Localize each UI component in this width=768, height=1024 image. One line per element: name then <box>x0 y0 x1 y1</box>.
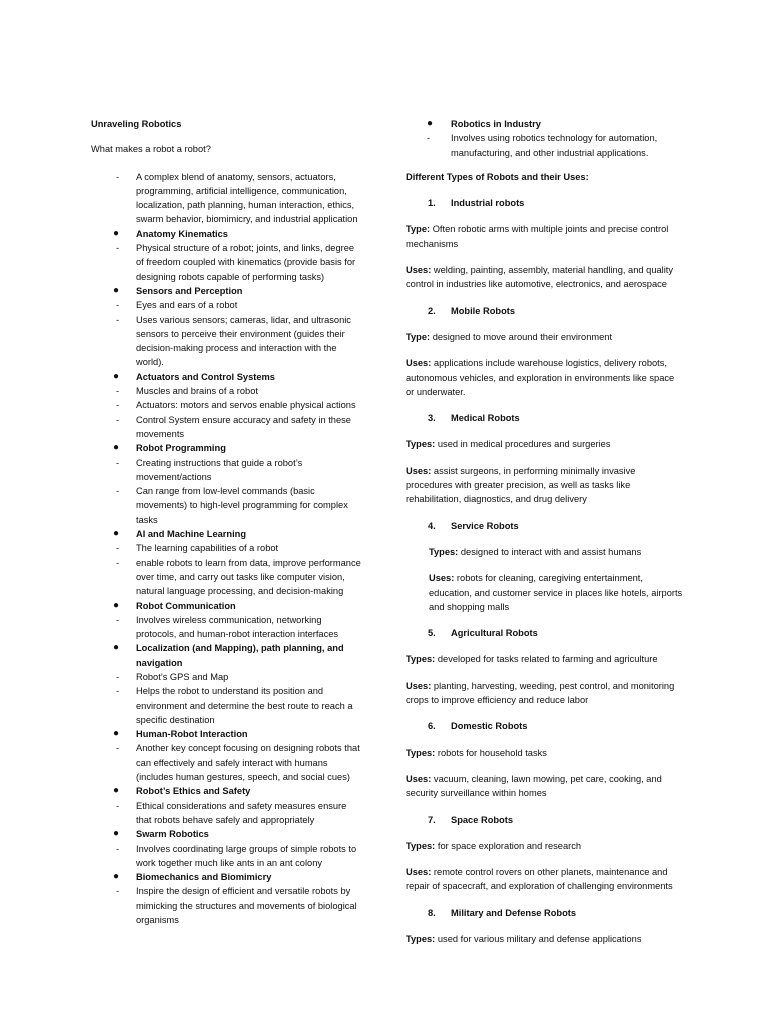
dash-bullet: - <box>116 486 120 497</box>
robot-type-description <box>406 437 684 451</box>
dash-bullet: - <box>116 400 120 411</box>
robot-type-heading <box>406 304 684 318</box>
topic-heading-text: Robot’s Ethics and Safety <box>136 786 251 797</box>
dash-bullet: - <box>116 543 120 554</box>
uses-label: Uses: <box>406 358 432 369</box>
topic-point-text: Involves wireless communication, networking protocols, and human-robot interaction interfaces <box>136 614 339 640</box>
topic-point <box>91 541 363 555</box>
topic-heading-text: Robot Communication <box>136 600 236 611</box>
type-label: Types: <box>406 747 436 758</box>
topic-point <box>91 398 363 412</box>
robot-type-description <box>406 222 684 251</box>
robot-type-number: 7. <box>428 814 436 825</box>
robot-type-heading <box>406 906 684 920</box>
topic-heading <box>91 527 363 541</box>
robot-type-heading <box>406 626 684 640</box>
industry-point: - Involves using robotics technology for automation, manufacturing, and other industrial applications. <box>427 133 658 158</box>
topic-heading <box>91 284 363 298</box>
type-text: used in medical procedures and surgeries <box>437 439 611 450</box>
topic-point-text: Eyes and ears of a robot <box>136 300 238 311</box>
robot-uses-description <box>406 772 684 801</box>
right-column <box>406 117 684 958</box>
uses-label: Uses: <box>406 465 432 476</box>
type-label: Types: <box>406 439 436 450</box>
dash-bullet: - <box>116 300 120 311</box>
bullet-dot: ● <box>427 118 434 129</box>
robot-type-heading <box>406 519 684 533</box>
topic-point-text: enable robots to learn from data, improve performance over time, and carry out tasks like computer vision, natural language processing, and decision-making <box>136 557 361 597</box>
robot-uses-description <box>406 865 684 894</box>
robot-uses-description <box>406 263 684 292</box>
topic-point <box>91 684 363 727</box>
type-text: used for various military and defense applications <box>437 933 642 944</box>
robot-type-name: Space Robots <box>451 814 513 825</box>
bullet-dot: ● <box>113 728 120 740</box>
topic-point <box>91 884 363 927</box>
robot-uses-description <box>406 356 684 399</box>
topic-heading-text: Actuators and Control Systems <box>136 371 275 382</box>
topic-point-text: Robot’s GPS and Map <box>136 671 229 682</box>
topic-point-text: Physical structure of a robot; joints, and links, degree of freedom coupled with kinematics (provide basis for designing robots capable of performing tasks) <box>136 243 356 282</box>
topic-point-text: Helps the robot to understand its position and environment and determine the best route to reach a specific destination <box>136 686 353 725</box>
bullet-dot: ● <box>113 785 120 797</box>
topic-point-text: Another key concept focusing on designing robots that can effectively and safely interact with humans (includes human gestures, speech, and social cues) <box>136 743 360 783</box>
dash-bullet: - <box>116 243 120 254</box>
bullet-dot: ● <box>113 642 120 654</box>
robot-uses-description <box>406 464 684 507</box>
dash-bullet: - <box>116 457 120 468</box>
robot-type-description <box>406 746 684 760</box>
robot-type-heading <box>406 411 684 425</box>
robot-type-number: 5. <box>428 628 436 639</box>
topic-heading <box>91 784 363 798</box>
topic-point <box>91 842 363 871</box>
bullet-dot: ● <box>113 528 120 540</box>
uses-text: welding, painting, assembly, material handling, and quality control in industries like automotive, electronics, and aerospace <box>406 265 674 290</box>
robot-type-description <box>406 839 684 853</box>
topic-heading <box>91 641 363 670</box>
bullet-dot: ● <box>113 599 120 611</box>
dash-bullet: - <box>116 743 120 754</box>
topic-point <box>91 456 363 485</box>
dash-bullet: - <box>427 133 431 144</box>
topic-heading-text: AI and Machine Learning <box>136 529 247 540</box>
topic-point-text: Uses various sensors; cameras, lidar, and ultrasonic sensors to perceive their environment (guides their decision-making process and interaction with the world). <box>136 314 351 368</box>
uses-label: Uses: <box>406 265 432 276</box>
topic-point <box>91 241 363 284</box>
dash-bullet: - <box>116 843 120 854</box>
type-text: designed to interact with and assist humans <box>460 546 642 557</box>
dash-bullet: - <box>116 886 120 897</box>
robot-type-name: Industrial robots <box>451 198 525 209</box>
robot-type-heading <box>406 813 684 827</box>
bullet-dot: ● <box>113 227 120 239</box>
robot-type-name: Domestic Robots <box>451 721 528 732</box>
dash-bullet: - <box>116 614 120 625</box>
intro-text: A complex blend of anatomy, sensors, actuators, programming, artificial intelligence, communication, localization, path planning, human interaction, ethics, swarm behavior, biomimicry, and industrial application <box>136 171 358 225</box>
robot-type-number: 6. <box>428 721 436 732</box>
uses-label: Uses: <box>406 680 432 691</box>
uses-label: Uses: <box>429 573 455 584</box>
robot-uses-description <box>406 679 684 708</box>
uses-text: planting, harvesting, weeding, pest control, and monitoring crops to improve efficiency and reduce labor <box>406 680 675 706</box>
dash-bullet: - <box>116 314 120 325</box>
uses-text: remote control rovers on other planets, maintenance and repair of spacecraft, and exploration of challenging environments <box>406 867 673 892</box>
topic-point-text: Involves coordinating large groups of simple robots to work together much like ants in an ant colony <box>136 843 357 868</box>
topic-list <box>91 227 363 928</box>
topic-point-text: Can range from low-level commands (basic movements) to high-level programming for complex tasks <box>136 486 348 525</box>
topic-heading <box>91 870 363 884</box>
topic-heading-text: Sensors and Perception <box>136 285 243 296</box>
topic-point <box>91 484 363 527</box>
robot-type-description <box>406 652 684 666</box>
topic-point <box>91 384 363 398</box>
topic-point <box>91 741 363 784</box>
dash-bullet: - <box>116 800 120 811</box>
topic-point-text: Control System ensure accuracy and safety in these movements <box>136 414 351 439</box>
topic-point-text: The learning capabilities of a robot <box>136 543 279 554</box>
robot-type-name: Service Robots <box>451 520 519 531</box>
robot-type-number: 1. <box>428 198 436 209</box>
topic-point-text: Muscles and brains of a robot <box>136 386 258 397</box>
robot-type-name: Military and Defense Robots <box>451 907 577 918</box>
topic-point <box>91 298 363 312</box>
robot-type-number: 2. <box>428 305 436 316</box>
robot-type-heading <box>406 719 684 733</box>
uses-text: vacuum, cleaning, lawn mowing, pet care, cooking, and security surveillance within homes <box>406 773 662 799</box>
document-title: Unraveling Robotics <box>91 119 182 129</box>
robot-type-description <box>406 545 684 559</box>
type-label: Type: <box>406 331 431 342</box>
type-text: designed to move around their environment <box>432 331 613 342</box>
bullet-dot: ● <box>113 370 120 382</box>
type-text: robots for household tasks <box>437 747 547 758</box>
topic-point-text: Actuators: motors and servos enable physical actions <box>136 400 356 411</box>
type-label: Types: <box>429 546 459 557</box>
dash-bullet: - <box>116 557 120 568</box>
type-text: for space exploration and research <box>437 840 582 851</box>
uses-label: Uses: <box>406 867 432 878</box>
robot-types-list <box>406 196 684 946</box>
topic-heading-text: Robot Programming <box>136 443 226 454</box>
industry-heading: ● Robotics in Industry <box>406 117 684 131</box>
topic-heading-text: Localization (and Mapping), path planning, and navigation <box>136 643 344 668</box>
robot-type-name: Mobile Robots <box>451 305 516 316</box>
uses-text: assist surgeons, in performing minimally invasive procedures with greater precision, as well as tasks like rehabilitation, diagnostics, and drug delivery <box>406 465 636 505</box>
topic-heading <box>91 599 363 613</box>
uses-label: Uses: <box>406 773 432 784</box>
dash-bullet: - <box>116 671 120 682</box>
topic-heading-text: Human-Robot Interaction <box>136 729 248 740</box>
topic-point-text: Ethical considerations and safety measures ensure that robots behave safely and appropriately <box>136 800 347 825</box>
topic-point-text: Creating instructions that guide a robot’s movement/actions <box>136 457 303 482</box>
robot-type-description <box>406 932 684 946</box>
topic-point <box>91 670 363 684</box>
topic-heading <box>91 227 363 241</box>
intro-question: What makes a robot a robot? <box>91 144 211 155</box>
dash-bullet: - <box>116 414 120 425</box>
topic-heading <box>91 727 363 741</box>
robot-type-description <box>406 330 684 344</box>
type-label: Types: <box>406 933 436 944</box>
type-text: Often robotic arms with multiple joints and precise control mechanisms <box>406 224 669 249</box>
topic-point <box>91 613 363 642</box>
topic-heading-text: Swarm Robotics <box>136 829 209 840</box>
topic-heading-text: Biomechanics and Biomimicry <box>136 872 272 883</box>
topic-point <box>91 799 363 828</box>
types-title: Different Types of Robots and their Uses: <box>406 171 589 182</box>
topic-heading-text: Anatomy Kinematics <box>136 228 228 239</box>
bullet-dot: ● <box>113 871 120 883</box>
dash-bullet: - <box>116 171 120 182</box>
bullet-dot: ● <box>113 442 120 454</box>
dash-bullet: - <box>116 686 120 697</box>
robot-type-heading <box>406 196 684 210</box>
uses-text: applications include warehouse logistics, delivery robots, autonomous vehicles, and exploration in environments like space or underwater. <box>406 358 675 397</box>
topic-point <box>91 413 363 442</box>
robot-type-name: Medical Robots <box>451 413 520 424</box>
robot-type-number: 4. <box>428 520 436 531</box>
bullet-dot: ● <box>113 284 120 296</box>
type-label: Type: <box>406 224 431 235</box>
robot-uses-description <box>406 571 684 614</box>
bullet-dot: ● <box>113 828 120 840</box>
robot-type-number: 8. <box>428 907 436 918</box>
dash-bullet: - <box>116 386 120 397</box>
topic-heading <box>91 441 363 455</box>
left-column <box>91 117 363 927</box>
topic-point-text: Inspire the design of efficient and versatile robots by mimicking the structures and movements of biological organisms <box>136 886 357 926</box>
topic-heading <box>91 370 363 384</box>
type-label: Types: <box>406 840 436 851</box>
intro-point <box>91 170 363 227</box>
robot-type-number: 3. <box>428 413 436 424</box>
topic-point <box>91 556 363 599</box>
uses-text: robots for cleaning, caregiving entertainment, education, and customer service in places like hotels, airports and shopping malls <box>429 573 683 612</box>
type-text: developed for tasks related to farming and agriculture <box>437 654 658 665</box>
robot-type-name: Agricultural Robots <box>451 628 538 639</box>
topic-point <box>91 313 363 370</box>
topic-heading <box>91 827 363 841</box>
type-label: Types: <box>406 654 436 665</box>
